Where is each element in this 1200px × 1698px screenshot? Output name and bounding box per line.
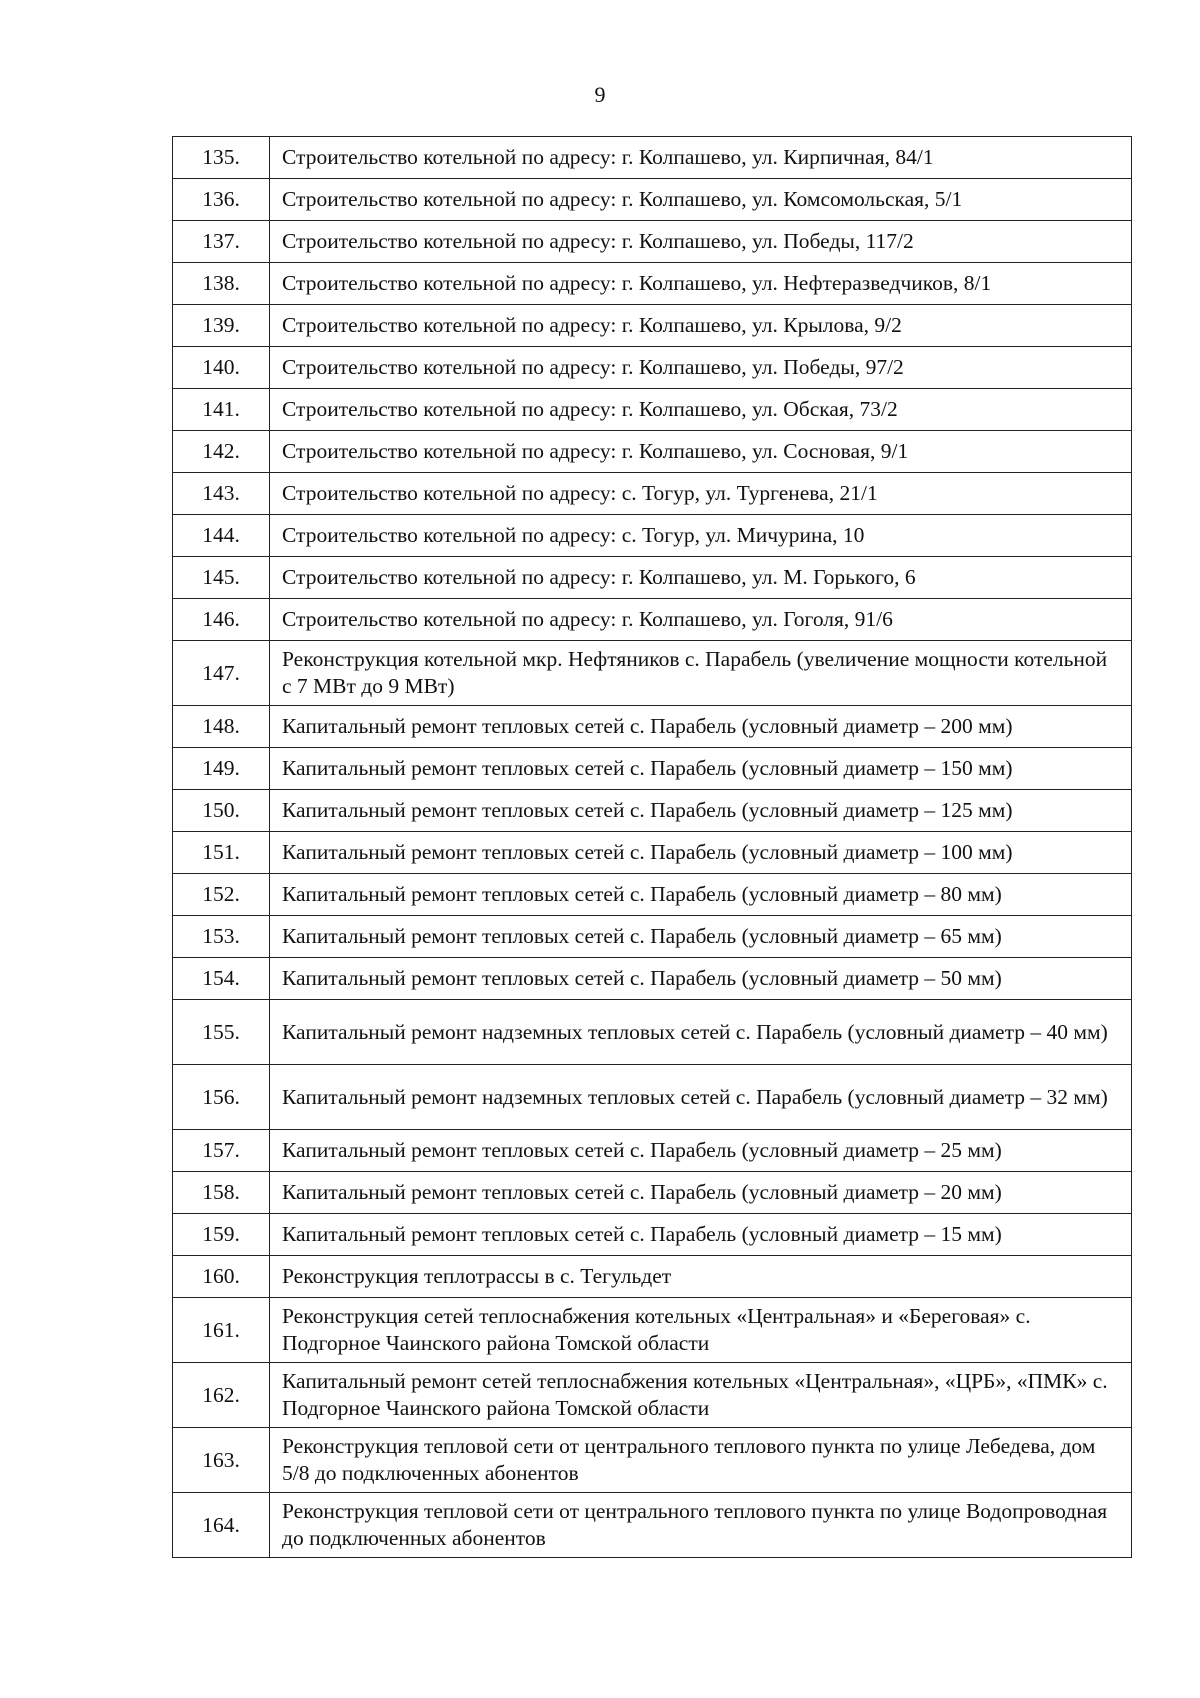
row-description: Строительство котельной по адресу: г. Колпашево, ул. Комсомольская, 5/1	[270, 179, 1132, 221]
row-number: 158.	[173, 1172, 270, 1214]
table-row	[173, 431, 1132, 473]
row-description: Строительство котельной по адресу: г. Колпашево, ул. Нефтеразведчиков, 8/1	[270, 263, 1132, 305]
row-number: 154.	[173, 958, 270, 1000]
row-description: Капитальный ремонт тепловых сетей с. Парабель (условный диаметр – 50 мм)	[270, 958, 1132, 1000]
row-number: 162.	[173, 1363, 270, 1428]
table-row	[173, 1363, 1132, 1428]
row-number: 160.	[173, 1256, 270, 1298]
row-description: Реконструкция тепловой сети от центрального теплового пункта по улице Водопроводная до подключенных абонентов	[270, 1493, 1132, 1558]
row-description: Реконструкция тепловой сети от центрального теплового пункта по улице Лебедева, дом 5/8 до подключенных абонентов	[270, 1428, 1132, 1493]
table-row	[173, 748, 1132, 790]
row-description: Строительство котельной по адресу: г. Колпашево, ул. Сосновая, 9/1	[270, 431, 1132, 473]
table-row	[173, 790, 1132, 832]
row-description: Капитальный ремонт тепловых сетей с. Парабель (условный диаметр – 20 мм)	[270, 1172, 1132, 1214]
row-number: 144.	[173, 515, 270, 557]
projects-table	[172, 136, 1132, 1558]
table-row	[173, 1130, 1132, 1172]
row-description: Капитальный ремонт тепловых сетей с. Парабель (условный диаметр – 25 мм)	[270, 1130, 1132, 1172]
row-number: 164.	[173, 1493, 270, 1558]
row-description: Капитальный ремонт тепловых сетей с. Парабель (условный диаметр – 100 мм)	[270, 832, 1132, 874]
table-row	[173, 1000, 1132, 1065]
row-number: 159.	[173, 1214, 270, 1256]
table-row	[173, 473, 1132, 515]
row-number: 163.	[173, 1428, 270, 1493]
table-row	[173, 832, 1132, 874]
row-number: 141.	[173, 389, 270, 431]
row-number: 147.	[173, 641, 270, 706]
table-row	[173, 958, 1132, 1000]
row-description: Строительство котельной по адресу: г. Колпашево, ул. Обская, 73/2	[270, 389, 1132, 431]
table-row	[173, 599, 1132, 641]
row-number: 151.	[173, 832, 270, 874]
row-number: 139.	[173, 305, 270, 347]
row-description: Строительство котельной по адресу: г. Колпашево, ул. Гоголя, 91/6	[270, 599, 1132, 641]
table-row	[173, 389, 1132, 431]
row-number: 138.	[173, 263, 270, 305]
row-number: 148.	[173, 706, 270, 748]
row-description: Строительство котельной по адресу: г. Колпашево, ул. М. Горького, 6	[270, 557, 1132, 599]
table-row	[173, 221, 1132, 263]
table-row	[173, 1493, 1132, 1558]
table-row	[173, 515, 1132, 557]
row-number: 143.	[173, 473, 270, 515]
table-row	[173, 1298, 1132, 1363]
row-number: 140.	[173, 347, 270, 389]
table-row	[173, 916, 1132, 958]
table-row	[173, 137, 1132, 179]
row-description: Строительство котельной по адресу: г. Колпашево, ул. Победы, 117/2	[270, 221, 1132, 263]
row-number: 152.	[173, 874, 270, 916]
table-row	[173, 706, 1132, 748]
row-description: Капитальный ремонт тепловых сетей с. Парабель (условный диаметр – 200 мм)	[270, 706, 1132, 748]
row-description: Капитальный ремонт тепловых сетей с. Парабель (условный диаметр – 150 мм)	[270, 748, 1132, 790]
row-description: Капитальный ремонт тепловых сетей с. Парабель (условный диаметр – 80 мм)	[270, 874, 1132, 916]
row-description: Капитальный ремонт сетей теплоснабжения котельных «Центральная», «ЦРБ», «ПМК» с. Подгорное Чаинского района Томской области	[270, 1363, 1132, 1428]
page-number: 9	[594, 82, 606, 107]
table-row	[173, 263, 1132, 305]
row-number: 136.	[173, 179, 270, 221]
table-row	[173, 1065, 1132, 1130]
table-row	[173, 305, 1132, 347]
row-description: Капитальный ремонт надземных тепловых сетей с. Парабель (условный диаметр – 32 мм)	[270, 1065, 1132, 1130]
table-row	[173, 1256, 1132, 1298]
table-row	[173, 874, 1132, 916]
row-number: 161.	[173, 1298, 270, 1363]
table-row	[173, 1172, 1132, 1214]
row-description: Капитальный ремонт тепловых сетей с. Парабель (условный диаметр – 125 мм)	[270, 790, 1132, 832]
table-row	[173, 347, 1132, 389]
row-description: Капитальный ремонт тепловых сетей с. Парабель (условный диаметр – 15 мм)	[270, 1214, 1132, 1256]
table-row	[173, 1428, 1132, 1493]
table-row	[173, 179, 1132, 221]
row-description: Строительство котельной по адресу: с. Тогур, ул. Тургенева, 21/1	[270, 473, 1132, 515]
row-description: Реконструкция теплотрассы в с. Тегульдет	[270, 1256, 1132, 1298]
row-number: 145.	[173, 557, 270, 599]
row-description: Строительство котельной по адресу: г. Колпашево, ул. Победы, 97/2	[270, 347, 1132, 389]
table-row	[173, 1214, 1132, 1256]
row-number: 157.	[173, 1130, 270, 1172]
row-number: 146.	[173, 599, 270, 641]
row-description: Строительство котельной по адресу: с. Тогур, ул. Мичурина, 10	[270, 515, 1132, 557]
row-number: 137.	[173, 221, 270, 263]
row-description: Реконструкция сетей теплоснабжения котельных «Центральная» и «Береговая» с. Подгорное Чаинского района Томской области	[270, 1298, 1132, 1363]
table-row	[173, 557, 1132, 599]
row-description: Капитальный ремонт тепловых сетей с. Парабель (условный диаметр – 65 мм)	[270, 916, 1132, 958]
row-number: 142.	[173, 431, 270, 473]
row-number: 149.	[173, 748, 270, 790]
row-number: 153.	[173, 916, 270, 958]
row-number: 150.	[173, 790, 270, 832]
row-description: Реконструкция котельной мкр. Нефтяников с. Парабель (увеличение мощности котельной с 7 МВт до 9 МВт)	[270, 641, 1132, 706]
table-row	[173, 641, 1132, 706]
row-number: 156.	[173, 1065, 270, 1130]
row-number: 135.	[173, 137, 270, 179]
row-description: Строительство котельной по адресу: г. Колпашево, ул. Кирпичная, 84/1	[270, 137, 1132, 179]
row-description: Строительство котельной по адресу: г. Колпашево, ул. Крылова, 9/2	[270, 305, 1132, 347]
row-number: 155.	[173, 1000, 270, 1065]
row-description: Капитальный ремонт надземных тепловых сетей с. Парабель (условный диаметр – 40 мм)	[270, 1000, 1132, 1065]
